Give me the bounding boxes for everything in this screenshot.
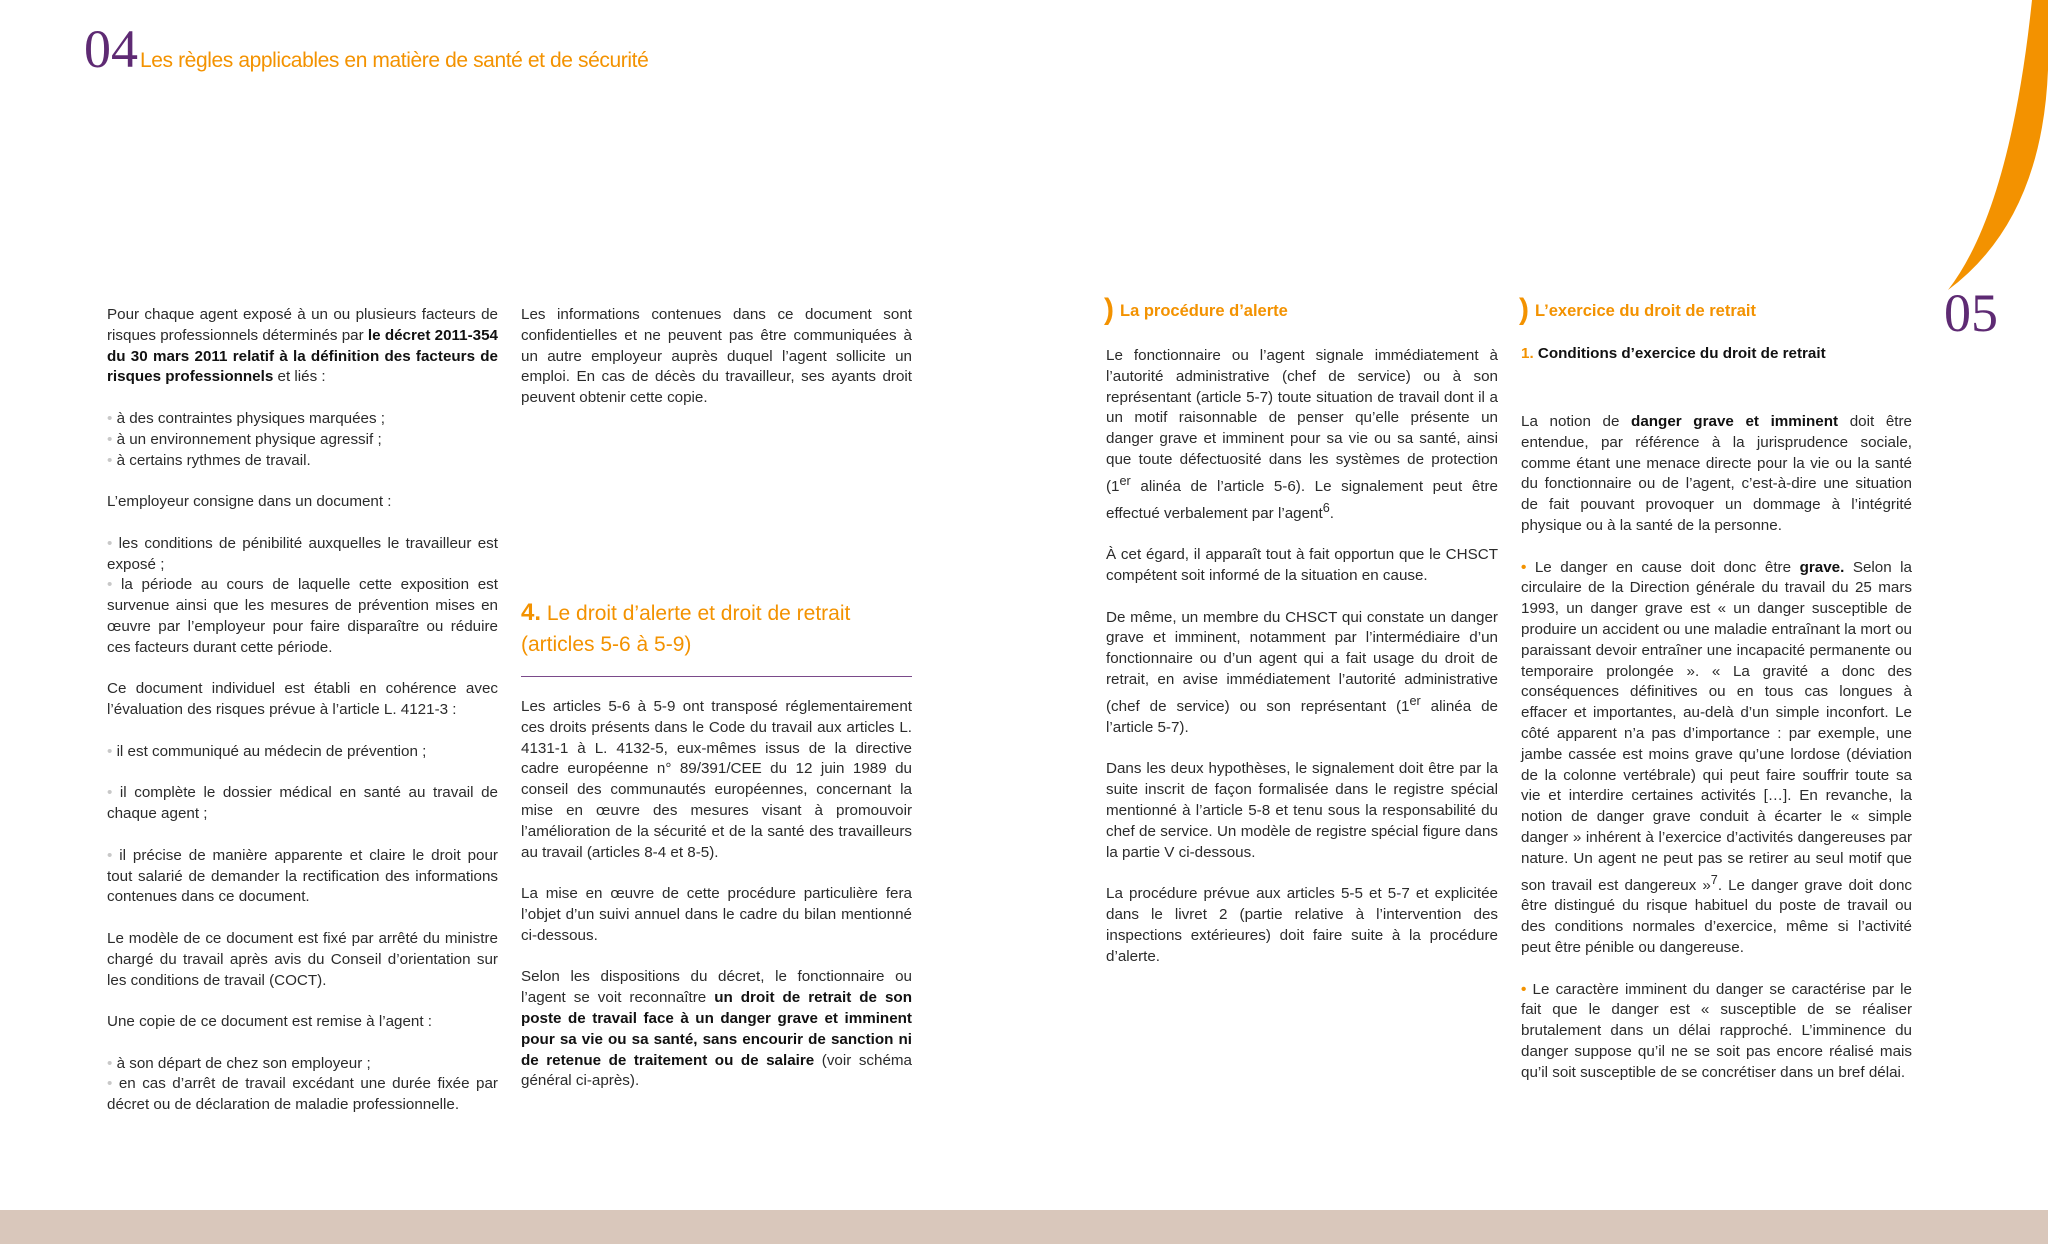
list-item: il complète le dossier médical en santé au travail de chaque agent ; — [107, 784, 498, 823]
text-run: alinéa de l’article 5-7). — [1106, 697, 1498, 736]
list-item: il est communiqué au médecin de prévention ; — [116, 742, 427, 760]
list-item: la période au cours de laquelle cette exposition est survenue ainsi que les mesures de prévention mises en œuvre par l’employeur pour faire disparaître ou réduire ces facteurs durant cette période. — [107, 576, 498, 656]
bullet-icon: • — [107, 430, 113, 448]
text-run: (voir schéma général ci-après). — [521, 1051, 912, 1090]
list-item: à son départ de chez son employeur ; — [116, 1054, 371, 1072]
paragraph: La mise en œuvre de cette procédure particulière fera l’objet d’un suivi annuel dans le cadre du bilan mentionné ci-dessous. — [521, 885, 912, 944]
column-2-body — [521, 697, 912, 1113]
bullet-icon: • — [1521, 558, 1527, 576]
list-item-para — [107, 742, 498, 763]
subheading-text: L’exercice du droit de retrait — [1535, 301, 1756, 320]
bold-text: danger grave et imminent — [1631, 413, 1839, 430]
list-item-para — [107, 846, 498, 908]
section-title-text: Le droit d’alerte et droit de retrait (articles 5-6 à 5-9) — [521, 602, 851, 656]
text-run: La notion de — [1521, 413, 1632, 430]
text-run: et liés : — [273, 368, 326, 386]
paragraph — [521, 967, 912, 1092]
list-item: en cas d’arrêt de travail excédant une durée fixée par décret ou de déclaration de maladie professionnelle. — [107, 1075, 498, 1114]
bullet-icon: • — [107, 534, 113, 552]
text-run: Selon les dispositions du décret, le fonctionnaire ou l’agent se voit reconnaître — [521, 968, 912, 1007]
subheading-retrait — [1519, 293, 1756, 326]
orange-arc-decoration — [1938, 0, 2048, 300]
bracket-icon: ) — [1104, 293, 1114, 326]
paragraph — [107, 305, 498, 388]
text-run: De même, un membre du CHSCT qui constate un danger grave et imminent, notamment par l’intermédiaire d’un fonctionnaire ou d’un agent qui a fait usage du droit de retrait, en avise immédiatement l’autorité administrative (chef de service) ou son représentant (1 — [1106, 608, 1498, 715]
paragraph: Le modèle de ce document est fixé par arrêté du ministre chargé du travail après avis du Conseil d’orientation sur les conditions de travail (COCT). — [107, 929, 498, 989]
column-3 — [1106, 346, 1498, 988]
bullet-icon: • — [107, 846, 113, 864]
bullet-icon: • — [107, 784, 113, 802]
bullet-list — [107, 1054, 498, 1116]
bullet-icon: • — [107, 1054, 113, 1072]
paragraph: À cet égard, il apparaît tout à fait opportun que le CHSCT compétent soit informé de la situation en cause. — [1106, 546, 1498, 585]
bullet-list — [107, 409, 498, 471]
bullet-icon: • — [107, 742, 113, 760]
section-heading — [521, 597, 912, 660]
text-run: Le fonctionnaire ou l’agent signale immédiatement à l’autorité administrative (chef de service) ou à son représentant (article 5-7) toute situation de travail dont il a un motif raisonnable de penser qu’elle présente un danger grave et imminent pour sa vie ou sa santé, ainsi que toute défectuosité dans les systèmes de protection (1 — [1106, 347, 1498, 495]
section-number: 4. — [521, 599, 542, 626]
text-run: Le caractère imminent du danger se caractérise par le fait que le danger est « susceptible de se réaliser brutalement dans un délai rapproché. L’imminence du danger suppose qu’il ne se soit pas encore réalisé mais qu’il soit susceptible de se concrétiser dans un bref délai. — [1521, 980, 1912, 1081]
paragraph: La procédure prévue aux articles 5-5 et 5-7 et explicitée dans le livret 2 (partie relative à l’intervention des inspections extérieures) doit faire suite à la procédure d’alerte. — [1106, 885, 1498, 965]
text-run: alinéa de l’article 5-6). Le signalement peut être effectué verbalement par l’agent — [1106, 477, 1498, 522]
page-number: 05 — [1944, 283, 1998, 343]
paragraph: Dans les deux hypothèses, le signalement doit être par la suite inscrit de façon formalisée dans le registre spécial mentionné à l’article 5-8 et tenu sous la responsabilité du chef de service. Un modèle de registre spécial figure dans la partie V ci-dessous. — [1106, 760, 1498, 861]
paragraph: Les articles 5-6 à 5-9 ont transposé réglementairement ces droits présents dans le Code du travail aux articles L. 4131-1 à L. 4132-5, eux-mêmes issus de la directive cadre européenne n° 89/391/CEE du 12 juin 1989 du conseil des communautés européennes, concernant la mise en œuvre des mesures visant à promouvoir l’amélioration de la sécurité et de la santé des travailleurs au travail (articles 8-4 et 8-5). — [521, 698, 912, 861]
conditions-heading — [1521, 345, 1826, 362]
text-run: . Le danger grave doit donc être distingué du risque habituel du poste de travail ou des conditions normales d’exercice, même si l’activité peut être pénible ou dangereuse. — [1521, 876, 1912, 956]
conditions-number: 1. — [1521, 345, 1534, 362]
bullet-icon: • — [107, 576, 113, 594]
paragraph — [1521, 558, 1912, 959]
text-run: Le danger en cause doit donc être — [1526, 558, 1800, 576]
chapter-title: Les règles applicables en matière de santé et de sécurité — [140, 49, 649, 72]
list-item: il précise de manière apparente et claire le droit pour tout salarié de demander la rectification des informations contenues dans ce document. — [107, 846, 498, 906]
list-item: à un environnement physique agressif ; — [116, 430, 382, 448]
list-item: à certains rythmes de travail. — [116, 451, 311, 469]
paragraph: L’employeur consigne dans un document : — [107, 493, 392, 511]
column-4 — [1521, 412, 1912, 1104]
bullet-icon: • — [107, 451, 113, 469]
list-item: à des contraintes physiques marquées ; — [116, 409, 386, 427]
paragraph: Les informations contenues dans ce document sont confidentielles et ne peuvent pas être communiquées à un autre employeur auprès duquel l’agent sollicite un emploi. En cas de décès du travailleur, ses ayants droit peuvent obtenir cette copie. — [521, 306, 912, 407]
superscript: er — [1409, 693, 1421, 708]
list-item-para — [107, 783, 498, 825]
paragraph: Une copie de ce document est remise à l’agent : — [107, 1013, 433, 1031]
paragraph — [1106, 346, 1498, 525]
bold-text: le décret 2011-354 du 30 mars 2011 relatif à la définition des facteurs de risques professionnels — [107, 326, 498, 386]
bullet-icon: • — [1521, 980, 1527, 998]
paragraph — [1521, 980, 1912, 1084]
text-run: Pour chaque agent exposé à un ou plusieurs facteurs de risques professionnels déterminés par — [107, 306, 498, 344]
footnote-ref: 7 — [1710, 872, 1718, 887]
section-title — [521, 597, 912, 660]
bullet-list — [107, 534, 498, 659]
footer-band — [0, 1210, 2048, 1244]
list-item: les conditions de pénibilité auxquelles le travailleur est exposé ; — [107, 534, 498, 573]
subheading-alerte — [1104, 293, 1288, 326]
bold-text: grave. — [1799, 558, 1845, 576]
superscript: er — [1119, 473, 1131, 488]
text-run: . — [1329, 504, 1334, 522]
paragraph: Ce document individuel est établi en cohérence avec l’évaluation des risques prévue à l’article L. 4121-3 : — [107, 680, 498, 719]
bracket-icon: ) — [1519, 293, 1529, 326]
paragraph — [1106, 608, 1498, 739]
paragraph — [1521, 412, 1912, 537]
chapter-header — [84, 19, 649, 79]
text-run: Selon la circulaire de la Direction générale du travail du 25 mars 1993, un danger grave est « un danger susceptible de produire un accident ou une maladie entraînant la mort ou paraissant devoir entraîner une incapacité permanente ou temporaire prolongée ». « La gravité a donc des conséquences définitives ou en tous cas longues à effacer et importantes, au-delà d’un simple inconfort. Le côté apparent n’a pas d’importance : par exemple, une jambe cassée est moins grave qu’une lordose (déviation de la colonne vertébrale) qui peut faire souffrir toute sa vie et interdire certaines activités […]. En revanche, la notion de danger grave conduit à écarter le « simple danger » inhérent à l’exercice d’activités dangereuses par nature. Un agent ne peut pas se retirer au seul motif que son travail est dangereux » — [1521, 558, 1913, 894]
chapter-number: 04 — [84, 19, 138, 79]
bullet-icon: • — [107, 409, 113, 427]
bullet-icon: • — [107, 1075, 113, 1093]
section-divider — [521, 676, 912, 677]
bold-text: un droit de retrait de son poste de travail face à un danger grave et imminent pour sa vie ou sa santé, sans encourir de sanction ni de retenue de traitement ou de salaire — [521, 989, 912, 1069]
text-run: doit être entendue, par référence à la jurisprudence sociale, comme étant une menace directe pour la vie ou la santé du fonctionnaire ou de l’agent, c’est-à-dire une situation de fait pouvant provoquer un dommage à l’intégrité physique ou à la santé de la personne. — [1521, 413, 1912, 534]
footnote-ref: 6 — [1322, 500, 1330, 515]
column-1 — [107, 305, 498, 1137]
subheading-text: La procédure d’alerte — [1120, 301, 1288, 320]
column-2-top — [521, 305, 912, 430]
conditions-title: Conditions d’exercice du droit de retrait — [1533, 345, 1826, 362]
